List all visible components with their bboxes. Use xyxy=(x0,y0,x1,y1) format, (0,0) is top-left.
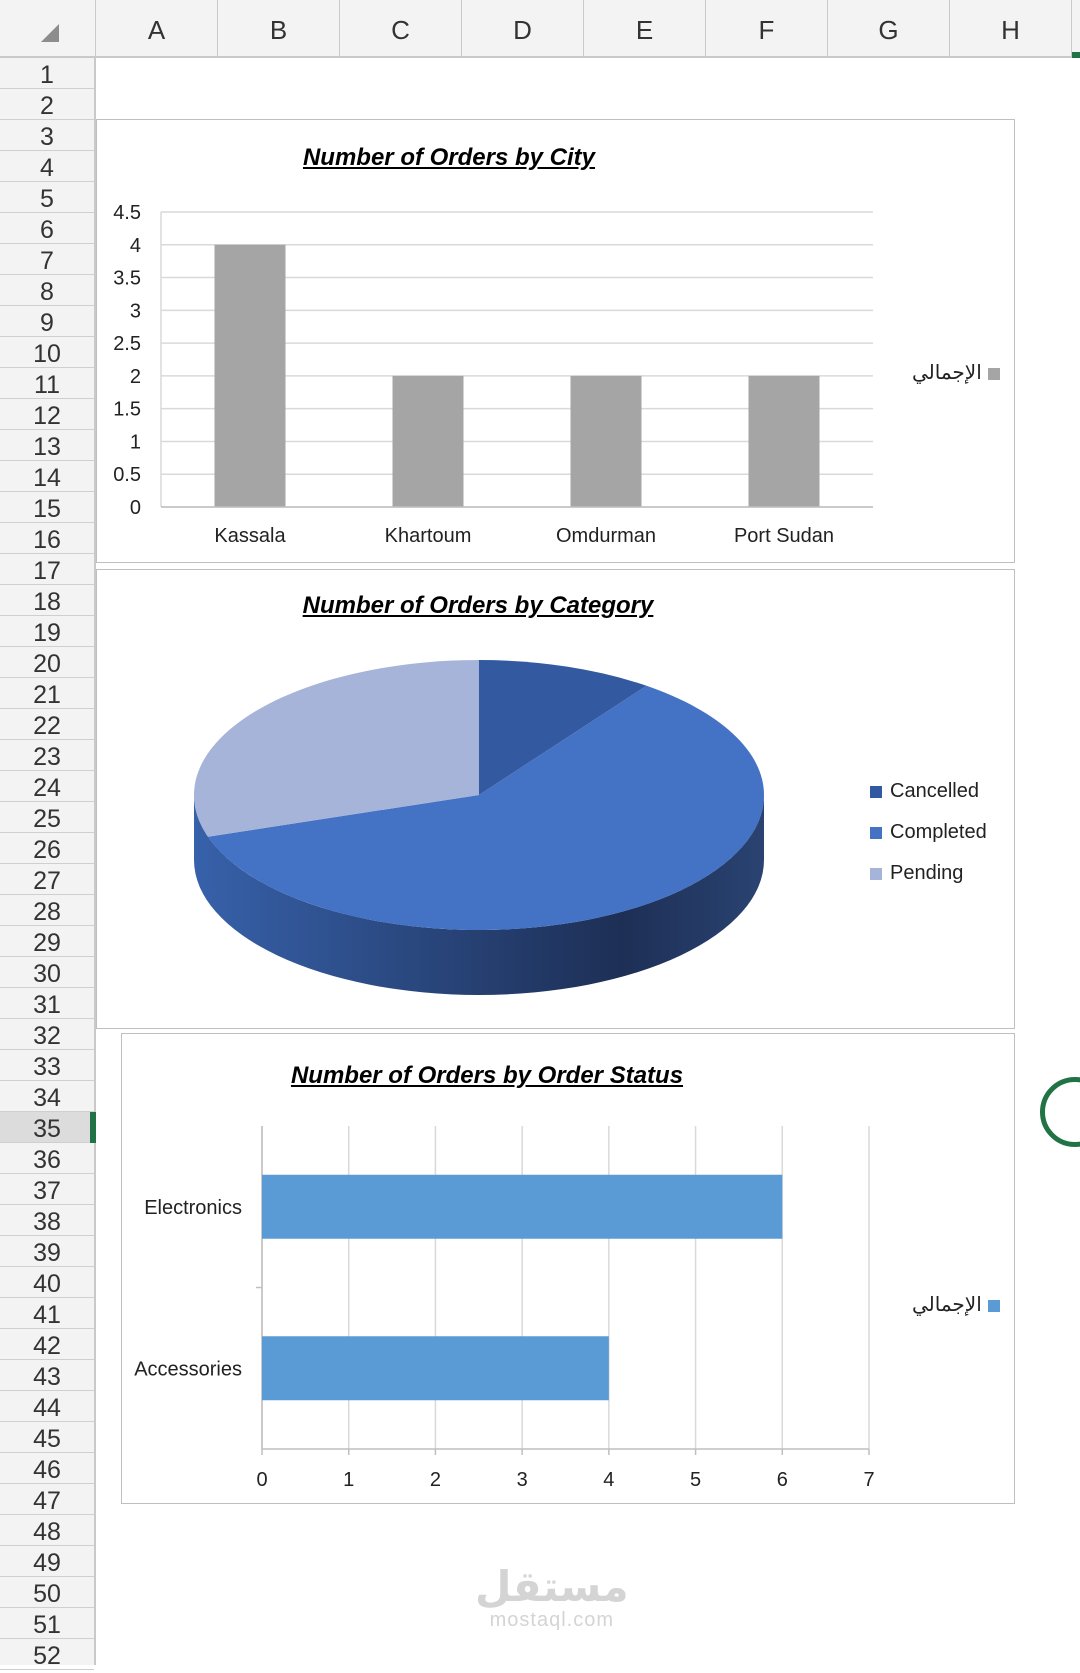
y-tick-label: 2 xyxy=(129,365,141,388)
y-tick-label: 2.5 xyxy=(113,333,141,356)
x-tick-label: 6 xyxy=(776,1469,788,1491)
chart-orders-by-status[interactable] xyxy=(121,1033,1015,1504)
legend-entry-completed xyxy=(870,821,987,844)
row-header-40[interactable]: 40 xyxy=(0,1267,94,1298)
row-header-2[interactable]: 2 xyxy=(0,89,94,120)
row-header-28[interactable]: 28 xyxy=(0,895,94,926)
legend-label: Pending xyxy=(890,862,964,884)
y-tick-label: 0.5 xyxy=(113,464,141,487)
watermark-arabic: مستقل xyxy=(475,1563,629,1610)
x-tick-label: Port Sudan xyxy=(733,525,835,547)
row-header-1[interactable]: 1 xyxy=(0,58,94,89)
row-header-11[interactable]: 11 xyxy=(0,368,94,399)
row-header-18[interactable]: 18 xyxy=(0,585,94,616)
chart-title: Number of Orders by City xyxy=(302,144,596,171)
y-tick-label: 4 xyxy=(129,234,141,257)
row-header-35[interactable]: 35 xyxy=(0,1112,94,1143)
row-header-41[interactable]: 41 xyxy=(0,1298,94,1329)
row-header-10[interactable]: 10 xyxy=(0,337,94,368)
x-tick-label: Omdurman xyxy=(555,525,657,547)
legend-swatch xyxy=(870,786,882,798)
row-header-37[interactable]: 37 xyxy=(0,1174,94,1205)
y-tick-label: 3.5 xyxy=(113,267,141,290)
row-header-42[interactable]: 42 xyxy=(0,1329,94,1360)
row-header-45[interactable]: 45 xyxy=(0,1422,94,1453)
column-header-h[interactable]: H xyxy=(950,0,1072,56)
chart-title: Number of Orders by Category xyxy=(302,592,654,619)
x-tick-label: Khartoum xyxy=(384,525,472,547)
row-header-14[interactable]: 14 xyxy=(0,461,94,492)
row-header-44[interactable]: 44 xyxy=(0,1391,94,1422)
column-header-a[interactable]: A xyxy=(96,0,218,56)
row-header-30[interactable]: 30 xyxy=(0,957,94,988)
y-tick-label: 3 xyxy=(129,300,141,323)
row-header-36[interactable]: 36 xyxy=(0,1143,94,1174)
legend-label: Cancelled xyxy=(890,780,979,802)
y-tick-label: Accessories xyxy=(134,1358,242,1381)
legend-swatch xyxy=(988,368,1000,380)
watermark xyxy=(475,1565,629,1632)
bar-omdurman xyxy=(571,376,642,507)
y-tick-label: 1 xyxy=(129,431,141,454)
column-header-f[interactable]: F xyxy=(706,0,828,56)
row-header-27[interactable]: 27 xyxy=(0,864,94,895)
legend-entry xyxy=(912,1292,1000,1317)
x-tick-label: 7 xyxy=(863,1469,875,1491)
x-tick-label: 4 xyxy=(603,1469,615,1491)
x-tick-label: Kassala xyxy=(214,525,286,547)
chart-orders-by-city[interactable] xyxy=(96,119,1015,563)
selection-marker xyxy=(1072,52,1080,58)
row-header-43[interactable]: 43 xyxy=(0,1360,94,1391)
row-header-23[interactable]: 23 xyxy=(0,740,94,771)
row-header-13[interactable]: 13 xyxy=(0,430,94,461)
column-header-bar xyxy=(0,0,1080,58)
row-header-31[interactable]: 31 xyxy=(0,988,94,1019)
y-tick-label: 0 xyxy=(129,497,141,519)
y-tick-label: Electronics xyxy=(144,1196,242,1219)
legend-label: الإجمالي xyxy=(912,1294,982,1316)
row-header-9[interactable]: 9 xyxy=(0,306,94,337)
column-header-g[interactable]: G xyxy=(828,0,950,56)
bar-kassala xyxy=(215,245,286,507)
chart-title: Number of Orders by Order Status xyxy=(290,1062,684,1089)
row-header-15[interactable]: 15 xyxy=(0,492,94,523)
select-all-icon xyxy=(41,24,59,42)
column-header-d[interactable]: D xyxy=(462,0,584,56)
row-header-5[interactable]: 5 xyxy=(0,182,94,213)
column-header-c[interactable]: C xyxy=(340,0,462,56)
row-header-33[interactable]: 33 xyxy=(0,1050,94,1081)
row-header-50[interactable]: 50 xyxy=(0,1577,94,1608)
legend-label: Completed xyxy=(890,821,987,843)
selection-handle-icon[interactable] xyxy=(1040,1077,1080,1147)
horizontal-bar-chart-plot xyxy=(122,1034,1016,1505)
row-header-4[interactable]: 4 xyxy=(0,151,94,182)
chart-orders-by-category[interactable] xyxy=(96,569,1015,1029)
row-header-19[interactable]: 19 xyxy=(0,616,94,647)
x-tick-label: 1 xyxy=(343,1469,355,1491)
row-header-21[interactable]: 21 xyxy=(0,678,94,709)
watermark-latin: mostaql.com xyxy=(489,1609,614,1631)
row-header-51[interactable]: 51 xyxy=(0,1608,94,1639)
row-header-46[interactable]: 46 xyxy=(0,1453,94,1484)
row-header-24[interactable]: 24 xyxy=(0,771,94,802)
x-tick-label: 5 xyxy=(690,1469,702,1491)
legend-entry-pending xyxy=(870,862,963,885)
bar-chart-plot xyxy=(97,120,1016,564)
row-header-8[interactable]: 8 xyxy=(0,275,94,306)
row-header-25[interactable]: 25 xyxy=(0,802,94,833)
row-header-17[interactable]: 17 xyxy=(0,554,94,585)
legend-label: الإجمالي xyxy=(912,362,982,384)
row-header-16[interactable]: 16 xyxy=(0,523,94,554)
legend-entry-cancelled xyxy=(870,780,979,803)
legend-swatch xyxy=(870,827,882,839)
row-header-39[interactable]: 39 xyxy=(0,1236,94,1267)
y-tick-label: 4.5 xyxy=(113,202,141,224)
legend-swatch xyxy=(870,868,882,880)
x-tick-label: 3 xyxy=(516,1469,528,1491)
row-header-7[interactable]: 7 xyxy=(0,244,94,275)
select-all-corner[interactable] xyxy=(0,0,96,58)
row-header-48[interactable]: 48 xyxy=(0,1515,94,1546)
row-header-32[interactable]: 32 xyxy=(0,1019,94,1050)
row-header-52[interactable]: 52 xyxy=(0,1639,94,1670)
bar-accessories xyxy=(262,1336,609,1400)
row-header-22[interactable]: 22 xyxy=(0,709,94,740)
row-header-12[interactable]: 12 xyxy=(0,399,94,430)
bar-electronics xyxy=(262,1175,782,1239)
row-header-3[interactable]: 3 xyxy=(0,120,94,151)
row-header-47[interactable]: 47 xyxy=(0,1484,94,1515)
row-header-38[interactable]: 38 xyxy=(0,1205,94,1236)
column-header-b[interactable]: B xyxy=(218,0,340,56)
legend-entry xyxy=(912,360,1000,385)
row-header-26[interactable]: 26 xyxy=(0,833,94,864)
row-header-6[interactable]: 6 xyxy=(0,213,94,244)
x-tick-label: 2 xyxy=(429,1469,441,1491)
y-tick-label: 1.5 xyxy=(113,398,141,421)
row-header-29[interactable]: 29 xyxy=(0,926,94,957)
legend-swatch xyxy=(988,1300,1000,1312)
bar-khartoum xyxy=(393,376,464,507)
x-tick-label: 0 xyxy=(256,1469,268,1491)
bar-port-sudan xyxy=(749,376,820,507)
row-header-34[interactable]: 34 xyxy=(0,1081,94,1112)
column-header-e[interactable]: E xyxy=(584,0,706,56)
row-header-bar xyxy=(0,58,96,1670)
row-header-49[interactable]: 49 xyxy=(0,1546,94,1577)
row-header-20[interactable]: 20 xyxy=(0,647,94,678)
